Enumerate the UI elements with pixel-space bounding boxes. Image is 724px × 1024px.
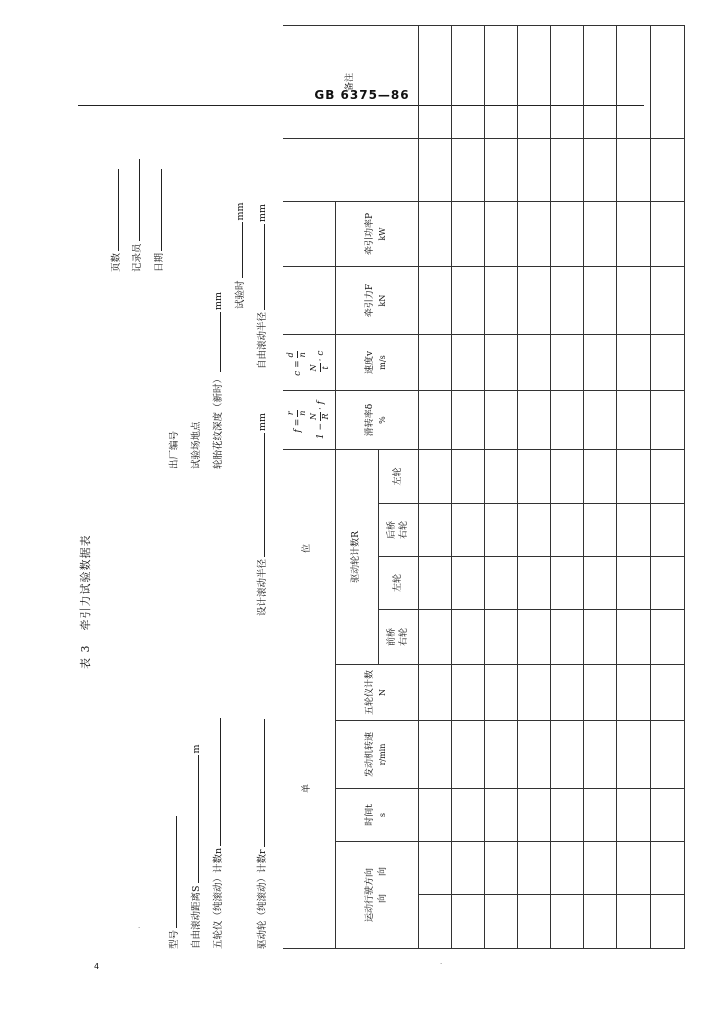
direction-header: 运动行驶方向 向向: [335, 842, 418, 949]
table-cell[interactable]: [583, 842, 616, 895]
unit-label-bottom: 位: [302, 543, 312, 553]
blank-header-cell: [283, 267, 335, 335]
table-row: [550, 26, 583, 949]
table-cell[interactable]: [418, 789, 451, 842]
free-rolling-radius-blank[interactable]: [264, 224, 265, 310]
recorder-label: 记录员: [132, 243, 143, 272]
fifth-wheel-field: [214, 716, 224, 949]
table-cell[interactable]: [650, 610, 684, 665]
drive-wheel-header: 驱动轮计数R: [335, 450, 378, 665]
table-cell[interactable]: [650, 842, 684, 895]
table-cell[interactable]: [550, 895, 583, 949]
data-rows: [418, 26, 684, 949]
table-cell[interactable]: [650, 267, 684, 335]
drive-wheel-label: 驱动轮（纯滚动）计数r: [257, 849, 268, 949]
design-rolling-radius-unit: mm: [257, 412, 268, 431]
free-rolling-radius-label: 自由滚动半径: [257, 311, 268, 369]
scan-speck: ·: [138, 924, 141, 932]
table-cell[interactable]: [517, 610, 550, 665]
front-right-wheel-header: 前桥 右轮: [378, 610, 418, 665]
table-cell[interactable]: [583, 391, 616, 450]
front-left-wheel-header: 左轮: [378, 557, 418, 610]
table-cell[interactable]: [517, 895, 550, 949]
at-test-blank[interactable]: [242, 222, 243, 278]
table-cell[interactable]: [451, 842, 484, 895]
table-cell[interactable]: [418, 335, 451, 391]
table-cell[interactable]: [484, 267, 517, 335]
fifth-wheel-label: 五轮仪（纯滚动）计数n: [213, 847, 224, 949]
table-cell[interactable]: [451, 267, 484, 335]
table-cell[interactable]: [484, 26, 517, 139]
table-row: [451, 26, 484, 949]
table-cell[interactable]: [550, 721, 583, 789]
blank-header-cell: [283, 202, 335, 267]
free-rolling-distance-blank[interactable]: [198, 755, 199, 883]
table-cell[interactable]: [616, 267, 650, 335]
table-cell[interactable]: [616, 842, 650, 895]
free-rolling-distance-field: [192, 744, 202, 949]
table-cell[interactable]: [583, 267, 616, 335]
table-row: [583, 26, 616, 949]
speed-header: 速度v m/s: [335, 335, 418, 391]
table-cell[interactable]: [650, 391, 684, 450]
table-cell[interactable]: [650, 557, 684, 610]
table-cell[interactable]: [451, 450, 484, 504]
table-cell[interactable]: [583, 450, 616, 504]
date-blank[interactable]: [161, 169, 162, 251]
factory-no-field: [170, 431, 180, 469]
table-cell[interactable]: [550, 789, 583, 842]
table-cell[interactable]: [418, 391, 451, 450]
table-number: 表 3: [79, 644, 92, 669]
table-cell[interactable]: [550, 557, 583, 610]
slip-header: 滑转率δ %: [335, 391, 418, 450]
test-site-field: [192, 421, 202, 469]
page-count-field: [112, 167, 122, 272]
table-cell[interactable]: [550, 665, 583, 721]
table-cell[interactable]: [650, 665, 684, 721]
table-cell[interactable]: [550, 842, 583, 895]
table-cell[interactable]: [616, 557, 650, 610]
table-cell[interactable]: [583, 335, 616, 391]
table-cell[interactable]: [451, 789, 484, 842]
free-rolling-distance-label: 自由滚动距离S: [191, 885, 202, 949]
blank-header-cell: [335, 139, 418, 202]
model-field: [170, 814, 180, 949]
table-cell[interactable]: [616, 895, 650, 949]
table-cell[interactable]: [418, 895, 451, 949]
recorder-field: [133, 157, 143, 272]
table-cell[interactable]: [451, 665, 484, 721]
table-cell[interactable]: [650, 789, 684, 842]
table-cell[interactable]: [583, 557, 616, 610]
table-cell[interactable]: [517, 202, 550, 267]
table-cell[interactable]: [583, 139, 616, 202]
table-cell[interactable]: [484, 450, 517, 504]
table-cell[interactable]: [451, 504, 484, 557]
table-cell[interactable]: [550, 26, 583, 139]
remarks-header: 备注: [283, 26, 418, 139]
table-cell[interactable]: [484, 139, 517, 202]
table-cell[interactable]: [517, 721, 550, 789]
table-cell[interactable]: [484, 789, 517, 842]
page-count-blank[interactable]: [118, 169, 119, 251]
table-cell[interactable]: [616, 139, 650, 202]
table-cell[interactable]: [418, 202, 451, 267]
table-cell[interactable]: [517, 26, 550, 139]
tread-depth-field: [214, 292, 224, 469]
table-cell[interactable]: [484, 721, 517, 789]
table-cell[interactable]: [616, 789, 650, 842]
page-count-label: 页数: [111, 252, 122, 272]
table-cell[interactable]: [484, 665, 517, 721]
design-rolling-radius-blank[interactable]: [264, 433, 265, 557]
table-cell[interactable]: [517, 267, 550, 335]
table-cell[interactable]: [650, 721, 684, 789]
table-cell[interactable]: [451, 26, 484, 139]
table-cell[interactable]: [418, 721, 451, 789]
table-row: [616, 26, 650, 949]
table-cell[interactable]: [550, 139, 583, 202]
table-cell[interactable]: [418, 267, 451, 335]
table-cell[interactable]: [418, 665, 451, 721]
table-cell[interactable]: [616, 504, 650, 557]
table-cell[interactable]: [550, 391, 583, 450]
design-rolling-radius-label: 设计滚动半径: [257, 558, 268, 616]
table-cell[interactable]: [451, 557, 484, 610]
table-cell[interactable]: [550, 450, 583, 504]
test-site-label: 试验场地点: [191, 421, 202, 469]
table-cell[interactable]: [616, 721, 650, 789]
table-cell[interactable]: [616, 335, 650, 391]
design-rolling-radius-field: [258, 413, 268, 616]
table-cell[interactable]: [583, 721, 616, 789]
table-cell[interactable]: [583, 504, 616, 557]
table-title-text: 牵引力试验数据表: [79, 534, 92, 631]
tread-depth-blank[interactable]: [220, 312, 221, 372]
fifth-wheel-header: 五轮仪计数 N: [335, 665, 418, 721]
table-cell[interactable]: [451, 895, 484, 949]
table-cell[interactable]: [451, 139, 484, 202]
free-rolling-radius-unit: mm: [257, 203, 268, 222]
tread-depth-unit: mm: [213, 291, 224, 310]
table-cell[interactable]: [517, 335, 550, 391]
table-row: [517, 26, 550, 949]
model-blank[interactable]: [176, 816, 177, 928]
table-row: [484, 26, 517, 949]
table-row: [418, 26, 451, 949]
table-cell[interactable]: [517, 665, 550, 721]
factory-no-label: 出厂编号: [169, 430, 180, 469]
table-cell[interactable]: [650, 26, 684, 139]
table-cell[interactable]: [484, 842, 517, 895]
at-test-label: 试验时: [235, 280, 246, 309]
table-cell[interactable]: [418, 504, 451, 557]
table-cell[interactable]: [616, 26, 650, 139]
table-title: [80, 535, 91, 670]
table-cell[interactable]: [517, 504, 550, 557]
table-cell[interactable]: [550, 610, 583, 665]
fifth-wheel-blank[interactable]: [220, 718, 221, 846]
table-cell[interactable]: [451, 610, 484, 665]
table-cell[interactable]: [517, 842, 550, 895]
formula-slip: f = r n 1 − N R · f: [283, 391, 335, 450]
date-label: 日期: [154, 252, 165, 272]
free-rolling-distance-unit: m: [191, 744, 202, 754]
table-cell[interactable]: [517, 139, 550, 202]
table-cell[interactable]: [418, 450, 451, 504]
drive-wheel-field: [258, 717, 268, 949]
table-cell[interactable]: [418, 26, 451, 139]
formula-speed: c = d n N t · c: [283, 335, 335, 391]
unit-label-top: 单: [302, 783, 312, 793]
table-cell[interactable]: [418, 610, 451, 665]
time-header: 时间t s: [335, 789, 418, 842]
table-cell[interactable]: [451, 335, 484, 391]
model-label: 型号: [169, 929, 180, 949]
table-cell[interactable]: [451, 721, 484, 789]
table-cell[interactable]: [484, 391, 517, 450]
table-cell[interactable]: [616, 610, 650, 665]
table-cell[interactable]: [550, 335, 583, 391]
table-cell[interactable]: [517, 789, 550, 842]
table-cell[interactable]: [583, 610, 616, 665]
unit-label-cell: [283, 450, 335, 949]
table-cell[interactable]: [484, 504, 517, 557]
traction-header: 牵引力F kN: [335, 267, 418, 335]
table-row: [650, 26, 684, 949]
table-cell[interactable]: [583, 789, 616, 842]
table-cell[interactable]: [517, 391, 550, 450]
table-cell[interactable]: [550, 504, 583, 557]
table-cell[interactable]: [550, 267, 583, 335]
table-cell[interactable]: [484, 202, 517, 267]
table-cell[interactable]: [583, 665, 616, 721]
table-cell[interactable]: [517, 557, 550, 610]
page-number: 4: [94, 962, 100, 971]
free-rolling-radius-field: [258, 204, 268, 369]
table-cell[interactable]: [616, 202, 650, 267]
table-cell[interactable]: [451, 202, 484, 267]
table-cell[interactable]: [418, 557, 451, 610]
table-cell[interactable]: [418, 139, 451, 202]
blank-header-cell: [283, 139, 335, 202]
table-cell[interactable]: [484, 895, 517, 949]
table-cell[interactable]: [650, 895, 684, 949]
recorder-blank[interactable]: [139, 159, 140, 241]
table-cell[interactable]: [616, 450, 650, 504]
scan-speck: ·: [440, 960, 443, 968]
table-cell[interactable]: [517, 450, 550, 504]
table-cell[interactable]: [484, 610, 517, 665]
standard-number: GB 6375—86: [314, 88, 410, 102]
table-cell[interactable]: [583, 895, 616, 949]
table-cell[interactable]: [451, 391, 484, 450]
table-cell[interactable]: [484, 335, 517, 391]
rear-right-wheel-header: 后桥 右轮: [378, 504, 418, 557]
table-cell[interactable]: [484, 557, 517, 610]
table-cell[interactable]: [583, 202, 616, 267]
power-header: 牵引功率P kW: [335, 202, 418, 267]
table-cell[interactable]: [616, 665, 650, 721]
date-field: [155, 167, 165, 272]
engine-speed-header: 发动机转速 r/min: [335, 721, 418, 789]
table-cell[interactable]: [650, 504, 684, 557]
tread-depth-label: 轮胎花纹深度（新时）: [213, 373, 224, 469]
at-test-field: [236, 202, 246, 309]
table-cell[interactable]: [583, 26, 616, 139]
table-cell[interactable]: [650, 139, 684, 202]
table-cell[interactable]: [650, 202, 684, 267]
table-cell[interactable]: [650, 450, 684, 504]
table-cell[interactable]: [616, 391, 650, 450]
drive-wheel-blank[interactable]: [264, 719, 265, 847]
rear-left-wheel-header: 左轮: [378, 450, 418, 504]
table-cell[interactable]: [550, 202, 583, 267]
table-cell[interactable]: [650, 335, 684, 391]
table-cell[interactable]: [418, 842, 451, 895]
data-table: [283, 25, 685, 949]
at-test-unit: mm: [235, 202, 246, 221]
